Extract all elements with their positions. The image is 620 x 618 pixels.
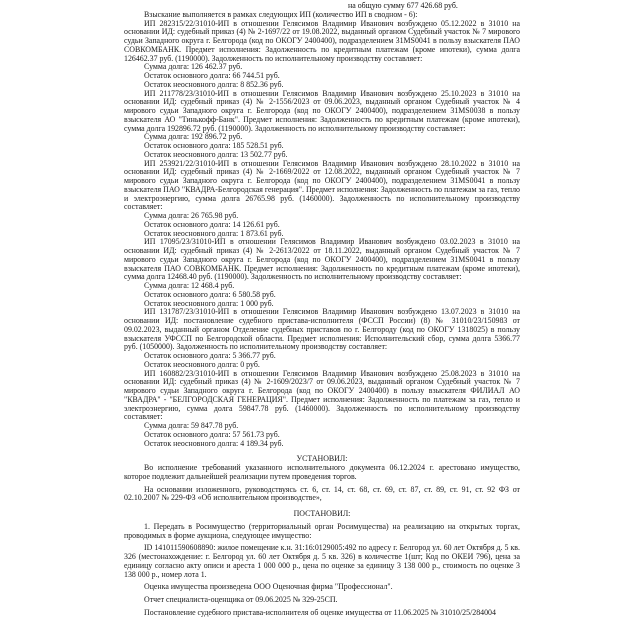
item-extra-debt: Остаток неосновного долга: 8 852.36 руб. [144,79,284,89]
item-main-debt: Остаток основного долга: 185 528.51 руб. [144,141,284,150]
total-amount: на общую сумму 677 426.68 руб. [348,1,458,10]
enforcement-item [124,160,520,239]
item-main-debt: Остаток основного долга: 14 126.61 руб. [144,219,280,229]
document-page [124,1,520,618]
appraisal-text: Оценка имущества произведена ООО Оценочная фирма "Профессионал". [144,582,393,592]
established-text: Во исполнение требований указанного исполнительного документа 06.12.2024 г. арестовано имущество, которое подлежит дальнейшей реализации путем проведения торгов. [124,463,520,481]
item-text: ИП 253921/22/31010-ИП в отношении Гелясимов Владимир Иванович возбуждено 28.10.2022 в 31010 на основании ИД: судебный приказ (4) № 2-1669/2022 от 12.08.2022, выданный органом Судебный участок № 7 мирового судьи Западного округа г. Белгорода (код по ОКОГУ 2400400), подразделением 31MS0041 в пользу взыскателя ПАО "КВАДРА-Белгородская генерация". Предмет исполнения: Задолженность по платежам за газ, тепло и электроэнергию, сумма долга 26765.98 руб. (1460000). Задолженность по исполнительному производству составляет: [124,158,520,212]
item-text: ИП 211778/23/31010-ИП в отношении Гелясимов Владимир Иванович возбуждено 25.10.2023 в 31010 на основании ИД: судебный приказ (4) № 2-1556/2023 от 09.06.2023, выданный органом Судебный участок № 4 мирового судьи Западного округа г. Белгорода (код по ОКОГУ 2400400), подразделением 31MS0038 в пользу взыскателя АО "Тинькофф-Банк". Предмет исполнения: Задолженность по кредитным платежам (кроме ипотеки), сумма долга 192896.72 руб. (1190000). Задолженность по исполнительному производству составляет: [124,88,520,133]
item-text: ИП 131787/23/31010-ИП в отношении Гелясимов Владимир Иванович возбуждено 13.07.2023 в 31010 на основании ИД: постановление судебного пристава-исполнителя (ФССП России) (8) № 31010/23/150983 от 09.02.2023, выданный органом Отделение судебных приставов по г. Белгороду (код по ОКОГУ 1318025) в пользу взыскателя УФССП по Белгородской области. Предмет исполнения: Исполнительский сбор, сумма долга 5366.77 руб. (1050000). Задолженность по исполнительному производству составляет: [124,307,520,352]
item-text: ИП 17095/23/31010-ИП в отношении Гелясимов Владимир Иванович возбуждено 03.02.2023 в 31010 на основании ИД: судебный приказ (4) № 2-2613/2022 от 18.11.2022, выданный органом Судебный участок № 7 мирового судьи Западного округа г. Белгорода (код по ОКОГУ 2400400), подразделением 31MS0041 в пользу взыскателя ПАО СОВКОМБАНК. Предмет исполнения: Задолженность по кредитным платежам (кроме ипотеки), сумма долга 12468.40 руб. (1190000). Задолженность по исполнительному производству составляет: [124,237,520,282]
valuation-decree: Постановление судебного пристава-исполнителя об оценке имущества от 11.06.2025 № 31010/25/284004 [144,607,496,617]
item-main-debt: Остаток основного долга: 57 561.73 руб. [144,429,280,439]
item-extra-debt: Остаток неосновного долга: 1 000 руб. [144,298,274,308]
established-heading: УСТАНОВИЛ: [296,454,348,464]
enforcement-item [124,238,520,308]
item-main-debt: Остаток основного долга: 6 580.58 руб. [144,289,276,299]
enforcement-item [124,308,520,369]
item-sum: Сумма долга: 12 468.4 руб. [144,281,235,290]
property-description: ID 141011590608890: жилое помещение к.н. 31:16:0129005:492 по адресу г. Белгород ул. 60 лет Октября д. 5 кв. 326 (местонахождение: г. Белгород ул. 60 лет Октября д. 5 кв. 326) в количестве 1(шт; Код по ОКЕИ 796), цена за единицу согласно акту описи и ареста 1 000 000 р., цена по оценке за единицу 3 138 000 р., стоимость по оценке 3 138 000 р., номер лота 1. [124,543,520,579]
basis-text: На основании изложенного, руководствуясь ст. 6, ст. 14, ст. 68, ст. 69, ст. 87, ст. 89, ст. 91, ст. 92 ФЗ от 02.10.2007 № 229-ФЗ «Об исполнительном производстве», [124,484,520,503]
item-main-debt: Остаток основного долга: 66 744.51 руб. [144,71,280,80]
item-extra-debt: Остаток неосновного долга: 0 руб. [144,359,260,369]
enforcement-item [124,370,520,449]
enforcement-item [124,90,520,160]
item-sum: Сумма долга: 26 765.98 руб. [144,211,239,220]
item-extra-debt: Остаток неосновного долга: 1 873.61 руб. [144,228,284,238]
appraisal-report: Отчет специалиста-оценщика от 09.06.2025 № 329-25СП. [144,595,338,604]
resolution-item-1: 1. Передать в Росимущество (территориальный орган Росимущества) на реализацию на открытых торгах, проводимых в форме аукциона, следующее имущество: [124,521,520,540]
item-main-debt: Остаток основного долга: 5 366.77 руб. [144,351,276,360]
item-extra-debt: Остаток неосновного долга: 13 502.77 руб. [144,149,288,159]
item-extra-debt: Остаток неосновного долга: 4 189.34 руб. [144,438,284,448]
intro-text: Взыскание выполняется в рамках следующих ИП (количество ИП в сводном - 6): [144,9,418,19]
item-text: ИП 282315/22/31010-ИП в отношении Гелясимов Владимир Иванович возбуждено 05.12.2022 в 31010 на основании ИД: судебный приказ (4) № 2-1697/22 от 19.08.2022, выданный органом Судебный участок № 7 мирового судьи Западного округа г. Белгорода (код по ОКОГУ 2400400), подразделением 31MS0041 в пользу взыскателя ПАО СОВКОМБАНК. Предмет исполнения: Задолженность по кредитным платежам (кроме ипотеки), сумма долга 126462.37 руб. (1190000). Задолженность по исполнительному производству составляет: [124,18,520,63]
item-text: ИП 160882/23/31010-ИП в отношении Гелясимов Владимир Иванович возбуждено 25.08.2023 в 31010 на основании ИД: судебный приказ (4) № 2-1609/2023/7 от 09.06.2023, выданный органом Судебный участок № 7 мирового судьи Западного округа г. Белгорода (код по ОКОГУ 2400400) в пользу взыскателя ФИЛИАЛ АО "КВАДРА" - "БЕЛГОРОДСКАЯ ГЕНЕРАЦИЯ". Предмет исполнения: Задолженность по платежам за газ, тепло и электроэнергию, сумма долга 59847.78 руб. (1460000). Задолженность по исполнительному производству составляет: [124,368,520,422]
item-sum: Сумма долга: 192 896.72 руб. [144,132,243,142]
item-sum: Сумма долга: 59 847.78 руб. [144,421,239,430]
resolved-heading: ПОСТАНОВИЛ: [293,509,351,518]
item-sum: Сумма долга: 126 462.37 руб. [144,62,243,72]
enforcement-item [124,20,520,90]
